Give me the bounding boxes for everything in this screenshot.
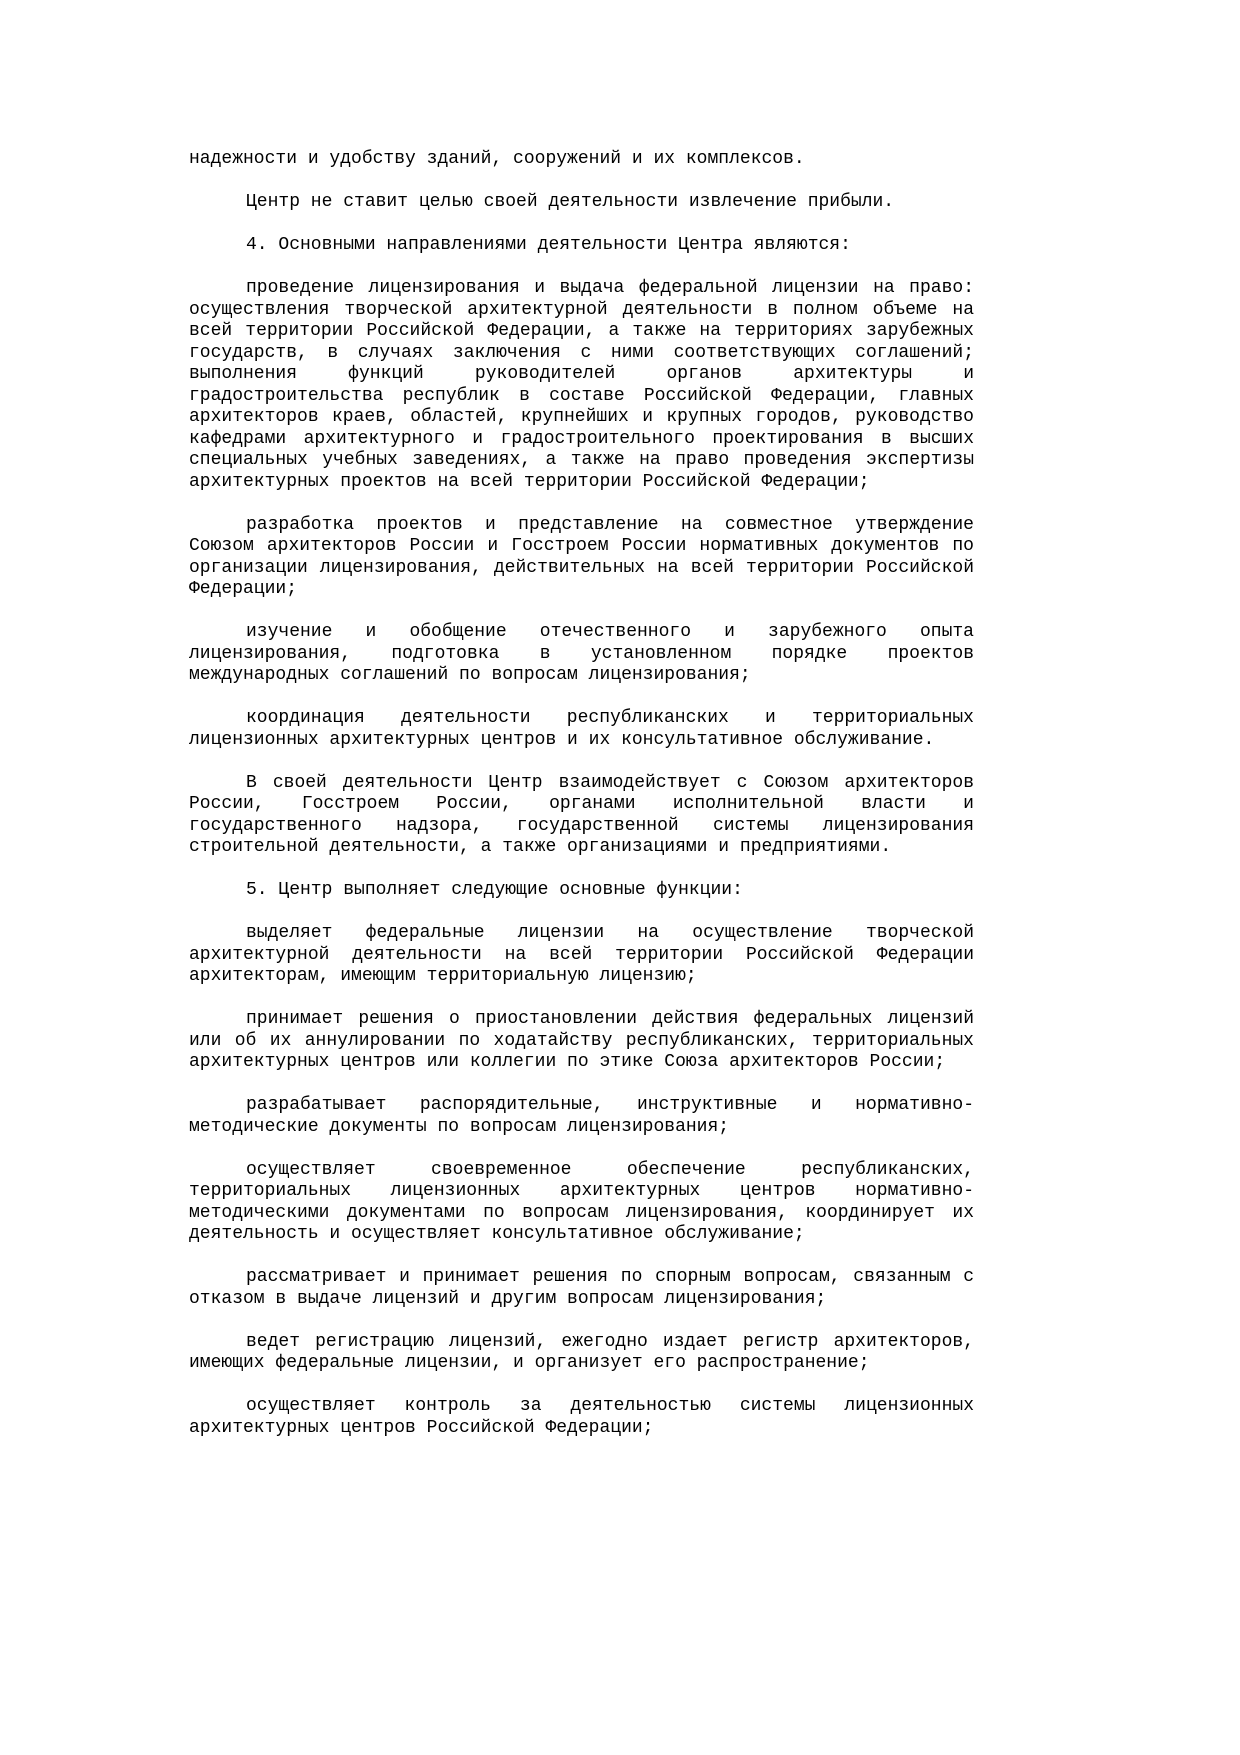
paragraph-experience-study: изучение и обобщение отечественного и зарубежного опыта лицензирования, подготовка в установленном порядке проектов международных соглашений по вопросам лицензирования;: [189, 622, 974, 685]
paragraph-continuation: надежности и удобству зданий, сооружений и их комплексов.: [189, 149, 805, 169]
paragraph-interaction: В своей деятельности Центр взаимодействует с Союзом архитекторов России, Госстроем России, органами исполнительной власти и государственного надзора, государственной системы лицензирования строительной деятельности, а также организациями и предприятиями.: [189, 772, 974, 857]
paragraph-licensing: проведение лицензирования и выдача федеральной лицензии на право: осуществления творческой архитектурной деятельности в полном объеме на всей территории Российской Федерации, а также на территориях зарубежных государств, в случаях заключения с ними соответствующих соглашений; выполнения функций руководителей органов архитектуры и градостроительства республик в составе Российской Федерации, главных архитекторов краев, областей, крупнейших и крупных городов, руководство кафедрами архитектурного и градостроительного проектирования в высших специальных учебных заведениях, а также на право проведения экспертизы архитектурных проектов на всей территории Российской Федерации;: [189, 278, 974, 492]
paragraph-suspension: принимает решения о приостановлении действия федеральных лицензий или об их аннулировании по ходатайству республиканских, территориальных архитектурных центров или коллегии по этике Союза архитекторов России;: [189, 1009, 974, 1072]
paragraph-issues-licenses: выделяет федеральные лицензии на осуществление творческой архитектурной деятельности на всей территории Российской Федерации архитекторам, имеющим территориальную лицензию;: [189, 923, 974, 986]
paragraph-non-profit: Центр не ставит целью своей деятельности извлечение прибыли.: [246, 192, 895, 212]
section-5-heading: 5. Центр выполняет следующие основные функции:: [246, 880, 743, 900]
paragraph-develops-documents: разрабатывает распорядительные, инструктивные и нормативно-методические документы по вопросам лицензирования;: [189, 1095, 974, 1137]
paragraph-disputes: рассматривает и принимает решения по спорным вопросам, связанным с отказом в выдаче лицензий и другим вопросам лицензирования;: [189, 1267, 974, 1309]
paragraph-control: осуществляет контроль за деятельностью системы лицензионных архитектурных центров Российской Федерации;: [189, 1396, 974, 1438]
paragraph-provides-documents: осуществляет своевременное обеспечение республиканских, территориальных лицензионных архитектурных центров нормативно-методическими документами по вопросам лицензирования, координирует их деятельность и осуществляет консультативное обслуживание;: [189, 1159, 974, 1244]
paragraph-normative-documents: разработка проектов и представление на совместное утверждение Союзом архитекторов России и Госстроем России нормативных документов по организации лицензирования, действительных на всей территории Российской Федерации;: [189, 514, 974, 599]
section-4-heading: 4. Основными направлениями деятельности Центра являются:: [246, 235, 851, 255]
document-body: [189, 149, 974, 1439]
paragraph-registry: ведет регистрацию лицензий, ежегодно издает регистр архитекторов, имеющих федеральные лицензии, и организует его распространение;: [189, 1331, 974, 1373]
paragraph-coordination: координация деятельности республиканских и территориальных лицензионных архитектурных центров и их консультативное обслуживание.: [189, 708, 974, 750]
